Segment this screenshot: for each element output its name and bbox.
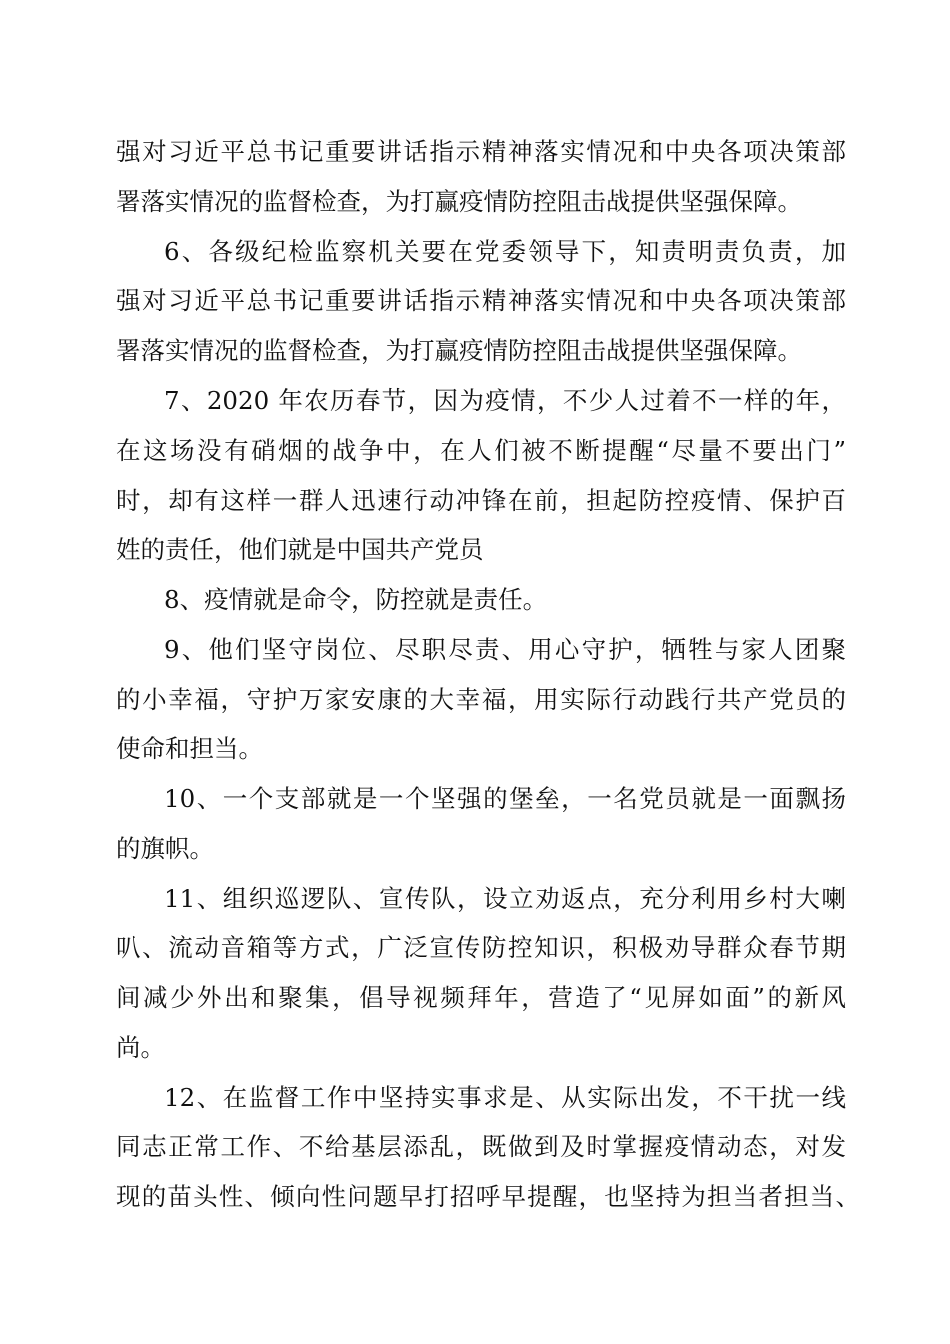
text-line: 署落实情况的监督检查，为打赢疫情防控阻击战提供坚强保障。 [116,336,802,365]
paragraph-7-line: 7、2020 年农历春节，因为疫情，不少人过着不一样的年， [164,386,846,415]
text-line: 尚。 [116,1033,165,1062]
paragraph-10-line: 10、一个支部就是一个坚强的堡垒，一名党员就是一面飘扬 [164,784,846,813]
text-line: 的小幸福，守护万家安康的大幸福，用实际行动践行共产党员的 [116,685,846,714]
text-line: 姓的责任，他们就是中国共产党员 [116,535,484,564]
paragraph-8-line: 8、疫情就是命令，防控就是责任。 [164,585,548,614]
text-line: 时，却有这样一群人迅速行动冲锋在前，担起防控疫情、保护百 [116,486,846,515]
text-line: 间减少外出和聚集，倡导视频拜年，营造了“见屏如面”的新风 [116,983,846,1012]
paragraph-6-line: 6、各级纪检监察机关要在党委领导下，知责明责负责，加 [164,237,846,266]
text-line: 的旗帜。 [116,834,214,863]
paragraph-9-line: 9、他们坚守岗位、尽职尽责、用心守护，牺牲与家人团聚 [164,635,846,664]
text-line: 强对习近平总书记重要讲话指示精神落实情况和中央各项决策部 [116,286,846,315]
paragraph-12-line: 12、在监督工作中坚持实事求是、从实际出发，不干扰一线 [164,1083,846,1112]
paragraph-11-line: 11、组织巡逻队、宣传队，设立劝返点，充分利用乡村大喇 [164,884,846,913]
text-line: 强对习近平总书记重要讲话指示精神落实情况和中央各项决策部 [116,137,846,166]
text-line: 使命和担当。 [116,734,263,763]
text-line: 现的苗头性、倾向性问题早打招呼早提醒，也坚持为担当者担当、 [116,1182,860,1211]
text-line: 署落实情况的监督检查，为打赢疫情防控阻击战提供坚强保障。 [116,187,802,216]
text-line: 同志正常工作、不给基层添乱，既做到及时掌握疫情动态，对发 [116,1132,846,1161]
text-line: 在这场没有硝烟的战争中，在人们被不断提醒“尽量不要出门” [116,436,846,465]
text-line: 叭、流动音箱等方式，广泛宣传防控知识，积极劝导群众春节期 [116,933,846,962]
